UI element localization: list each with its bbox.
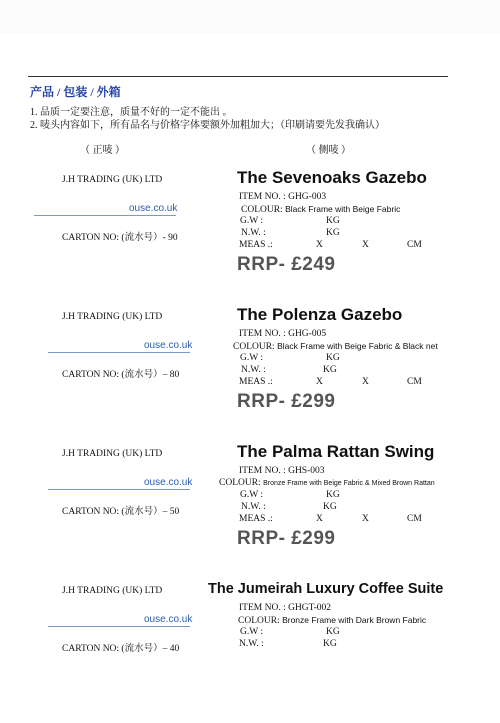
side-mark-label: （ 侧唛 ） bbox=[306, 145, 351, 156]
meas-unit: CM bbox=[407, 514, 422, 524]
gw-label: G.W : bbox=[240, 353, 264, 363]
carton-number: CARTON NO: (流水号）- 90 bbox=[62, 233, 178, 243]
product-title: The Jumeirah Luxury Coffee Suite bbox=[208, 581, 444, 597]
gw-label: G.W : bbox=[240, 490, 264, 500]
item-no-row bbox=[239, 466, 325, 476]
carton-number: CARTON NO: (流水号）– 50 bbox=[62, 507, 180, 517]
nw-label: N.W. : bbox=[241, 365, 266, 375]
meas-x: X bbox=[316, 514, 323, 524]
nw-unit: KG bbox=[323, 639, 337, 649]
colour-row bbox=[241, 204, 400, 215]
item-no-value: GHGT-002 bbox=[288, 603, 332, 613]
rrp-price: RRP- £299 bbox=[237, 528, 336, 549]
colour-value: Bronze Frame with Dark Brown Fabric bbox=[282, 615, 427, 625]
link-underline bbox=[48, 626, 190, 627]
meas-x: X bbox=[362, 377, 369, 387]
meas-label: MEAS .: bbox=[239, 240, 273, 250]
meas-label: MEAS .: bbox=[239, 377, 273, 387]
item-no-label: ITEM NO. : bbox=[239, 192, 286, 202]
nw-unit: KG bbox=[326, 228, 340, 238]
link-underline bbox=[48, 489, 190, 490]
company-name: J.H TRADING (UK) LTD bbox=[62, 175, 163, 185]
gw-label: G.W : bbox=[240, 216, 264, 226]
product-title: The Polenza Gazebo bbox=[237, 305, 403, 324]
front-mark-label: （ 正唛 ） bbox=[80, 145, 125, 156]
colour-label: COLOUR: bbox=[219, 478, 261, 488]
item-no-label: ITEM NO. : bbox=[239, 466, 286, 476]
carton-number: CARTON NO: (流水号）– 80 bbox=[62, 370, 180, 380]
nw-unit: KG bbox=[323, 365, 337, 375]
colour-row bbox=[233, 341, 438, 352]
meas-x: X bbox=[316, 377, 323, 387]
nw-label: N.W. : bbox=[241, 228, 266, 238]
colour-row bbox=[238, 615, 426, 626]
nw-label: N.W. : bbox=[239, 639, 264, 649]
nw-unit: KG bbox=[323, 502, 337, 512]
colour-label: COLOUR: bbox=[233, 342, 275, 352]
colour-row bbox=[219, 478, 435, 488]
link-underline bbox=[48, 352, 190, 353]
page-top-margin bbox=[0, 0, 500, 34]
website-link[interactable]: ouse.co.uk bbox=[129, 203, 178, 214]
website-link[interactable]: ouse.co.uk bbox=[144, 477, 193, 488]
header-rule bbox=[28, 76, 448, 77]
meas-unit: CM bbox=[407, 377, 422, 387]
meas-x: X bbox=[362, 514, 369, 524]
meas-x: X bbox=[362, 240, 369, 250]
colour-value: Black Frame with Beige Fabric bbox=[285, 204, 401, 214]
website-link[interactable]: ouse.co.uk bbox=[144, 340, 193, 351]
nw-label: N.W. : bbox=[241, 502, 266, 512]
carton-number: CARTON NO: (流水号）– 40 bbox=[62, 644, 180, 654]
gw-unit: KG bbox=[326, 216, 340, 226]
item-no-row bbox=[239, 329, 326, 339]
gw-label: G.W : bbox=[240, 627, 264, 637]
item-no-row bbox=[239, 192, 326, 202]
page-heading: 产品 / 包装 / 外箱 bbox=[30, 85, 121, 99]
colour-value: Black Frame with Beige Fabric & Black net bbox=[277, 341, 438, 351]
company-name: J.H TRADING (UK) LTD bbox=[62, 586, 163, 596]
meas-label: MEAS .: bbox=[239, 514, 273, 524]
note-2: 2. 唛头内容如下，所有品名与价格字体要额外加粗加大；（印刷请要先发我确认） bbox=[30, 120, 385, 131]
item-no-value: GHG-003 bbox=[288, 192, 327, 202]
gw-unit: KG bbox=[326, 627, 340, 637]
company-name: J.H TRADING (UK) LTD bbox=[62, 312, 163, 322]
company-name: J.H TRADING (UK) LTD bbox=[62, 449, 163, 459]
item-no-value: GHS-003 bbox=[288, 466, 325, 476]
item-no-label: ITEM NO. : bbox=[239, 329, 286, 339]
item-no-label: ITEM NO. : bbox=[239, 603, 286, 613]
note-1: 1. 品质一定要注意，质量不好的一定不能出 。 bbox=[30, 107, 233, 118]
link-underline bbox=[34, 215, 176, 216]
meas-x: X bbox=[316, 240, 323, 250]
website-link[interactable]: ouse.co.uk bbox=[144, 614, 193, 625]
rrp-price: RRP- £249 bbox=[237, 254, 336, 275]
item-no-value: GHG-005 bbox=[288, 329, 327, 339]
gw-unit: KG bbox=[326, 353, 340, 363]
product-title: The Sevenoaks Gazebo bbox=[237, 168, 427, 187]
item-no-row bbox=[239, 603, 331, 613]
colour-label: COLOUR: bbox=[238, 616, 280, 626]
rrp-price: RRP- £299 bbox=[237, 391, 336, 412]
product-title: The Palma Rattan Swing bbox=[237, 442, 435, 461]
gw-unit: KG bbox=[326, 490, 340, 500]
meas-unit: CM bbox=[407, 240, 422, 250]
colour-value: Bronze Frame with Beige Fabric & Mixed Brown Rattan bbox=[263, 480, 435, 487]
colour-label: COLOUR: bbox=[241, 205, 283, 215]
